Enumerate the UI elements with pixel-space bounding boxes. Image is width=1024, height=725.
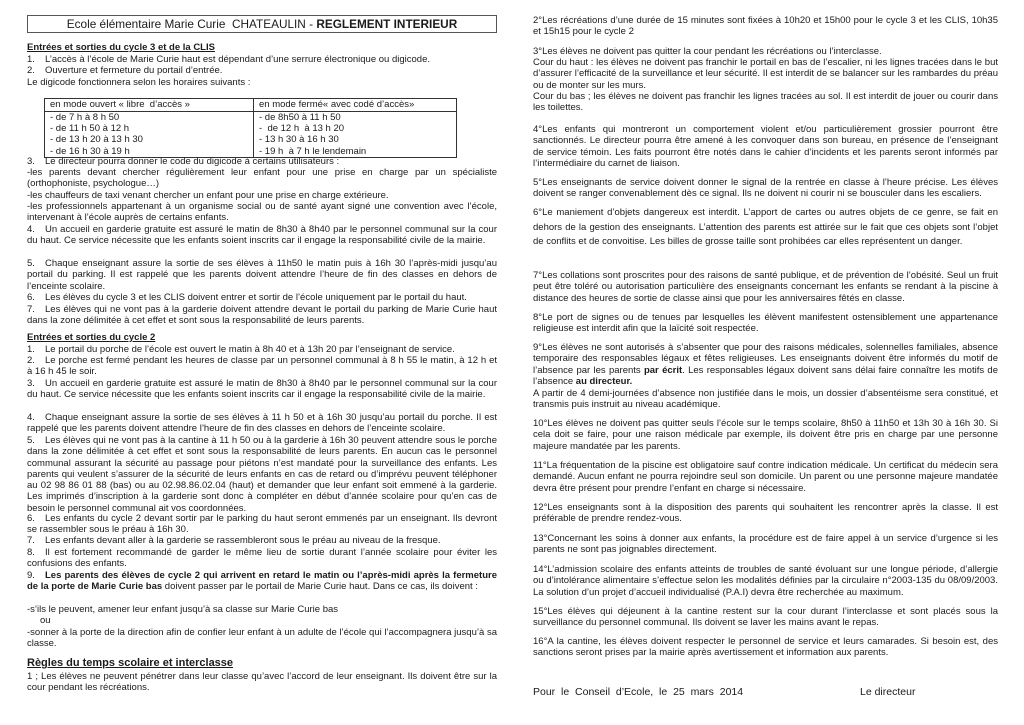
section-heading-cycle3: Entrées et sorties du cycle 3 et de la CLIS [27, 42, 215, 53]
item-number: 8. [27, 547, 35, 558]
table-row [45, 134, 457, 145]
cycle2-item-2 [27, 355, 497, 378]
item-number: 2. [27, 65, 35, 76]
table-row [45, 111, 457, 123]
item-text: Les enfants devant aller à la garderie se rassembleront sous le préau au niveau de la fresque. [45, 535, 441, 546]
item-bold-text: Les parents des élèves de cycle 2 qui arrivent en retard le matin ou l’après-midi après la fermeture de la porte de Marie Curie bas [27, 570, 497, 593]
title-bold-text: REGLEMENT INTERIEUR [316, 17, 458, 31]
cycle2-item-3 [27, 378, 497, 401]
cycle3-item-4 [27, 224, 497, 247]
cycle3-item-3 [27, 156, 497, 167]
cycle2-item-8 [27, 547, 497, 570]
table-cell-open: - de 11 h 50 à 12 h [45, 123, 254, 134]
cycle2-item-9 [27, 570, 497, 593]
cycle2-item-7 [27, 535, 497, 546]
table-cell-closed: - 13 h 30 à 16 h 30 [254, 134, 457, 145]
item-number: 4. [27, 224, 35, 235]
table-row [45, 123, 457, 134]
item-text: Le portail du porche de l’école est ouvert le matin à 8h 40 et à 13h 20 par l’enseignant de service. [45, 344, 455, 355]
rule-bold-text: au directeur. [575, 376, 633, 388]
rule-10: 10°Les élèves ne doivent pas quitter seuls l’école sur le temps scolaire, 8h50 à 11h50 et 13h 30 à 16h 30. Si cela doit se faire, pour une raison médicale par exemple, ils doivent être pris en charge par une personne majeure mandatée par les parents. [533, 418, 998, 452]
item-number: 6. [27, 513, 35, 524]
rule-8: 8°Le port de signes ou de tenues par lesquelles les élèvent manifestent ostensiblement une appartenance religieuse est interdit afin que la laïcité soit respectée. [533, 312, 998, 335]
document-title [27, 15, 497, 33]
rule-9 [533, 342, 998, 388]
table-cell-closed: - 19 h à 7 h le lendemain [254, 146, 457, 158]
rule-13: 13°Concernant les soins à donner aux enfants, la procédure est de faire appel à un service d’urgence si les parents ne sont pas joignables directement. [533, 533, 998, 556]
item-text: Les enfants du cycle 2 devant sortir par le parking du haut seront emmenés par un enseignant. Ils devront se rassembler sous le préau à 16h 30. [27, 513, 497, 536]
item-text: doivent passer par le portail de Marie Curie haut. Dans ce cas, ils doivent : [162, 581, 478, 593]
rule-2: 2°Les récréations d’une durée de 15 minutes sont fixées à 10h20 et 15h00 pour le cycle 3 et les CLIS, 10h35 et 15h15 pour le cycle 2 [533, 15, 998, 38]
signatory: Le directeur [860, 686, 916, 698]
rule-16: 16°A la cantine, les élèves doivent respecter le personnel de service et leurs camarades. Si besoin est, des sanctions seront prises par la mairie après avertissement et information aux parents. [533, 636, 998, 659]
item-text: Les élèves qui ne vont pas à la garderie doivent attendre devant le portail du parking de Marie Curie haut dans la zone délimitée à cet effet et sont sous la responsabilité de leurs parents. [27, 304, 497, 327]
item-text: Un accueil en garderie gratuite est assuré le matin de 8h30 à 8h40 par le personnel communal sur la cour du haut. Ce service nécessite que les enfants soient inscrits car il engage la responsabilité civile de la mairie. [27, 378, 497, 401]
item-number: 5. [27, 258, 35, 269]
table-cell-closed: - de 8h50 à 11 h 50 [254, 111, 457, 123]
item-text: Chaque enseignant assure la sortie de ses élèves à 11h50 le matin puis à 16h 30 l’après-midi jusqu’au portail du parking. Il est rappelé que les parents doivent attendre l’heure de fin des classes en dehors de l’enceinte scolaire. [27, 258, 497, 292]
cycle3-item-5 [27, 258, 497, 292]
item-number: 4. [27, 412, 35, 423]
table-cell-open: - de 7 h à 8 h 50 [45, 111, 254, 123]
rule-3-lower-yard: Cour du bas ; les élèves ne doivent pas franchir les lignes tracées au sol. Il est interdit de jouer ou courir dans les toilettes. [533, 91, 998, 114]
item-number: 7. [27, 304, 35, 315]
rule-14: 14°L’admission scolaire des enfants atteints de troubles de santé évoluant sur une longue période, d’allergie ou d’intolérance alimentaire s’effectue selon les modalités définies par la circulaire n°2003-135 du 08/09/2003. La solution d’un projet d’accueil individualisé (P.A.I) devra être recherchée au maximum. [533, 564, 998, 598]
title-text: Ecole élémentaire Marie Curie CHATEAULIN - [66, 17, 317, 31]
authorized-user-professionals: -les professionnels appartenant à un organisme social ou de santé ayant signé une convention avec l’école, intervenant à l’école auprès de certains enfants. [27, 201, 497, 224]
rule-9-absenteeism-note: A partir de 4 demi-journées d’absence non justifiée dans le mois, un dossier d’absentéisme sera constitué, et transmis puis instruit au niveau académique. [533, 388, 998, 411]
item-number: 6. [27, 292, 35, 303]
table-cell-open: - de 13 h 20 à 13 h 30 [45, 134, 254, 145]
digicode-intro: Le digicode fonctionnera selon les horaires suivants : [27, 77, 251, 88]
authorized-user-parents: -les parents devant chercher régulièrement leur enfant pour une prise en charge par un spécialiste (orthophoniste, psychologue…) [27, 167, 497, 190]
section-heading-cycle2: Entrées et sorties du cycle 2 [27, 332, 156, 343]
rule-3-upper-yard: Cour du haut : les élèves ne doivent pas franchir le portail en bas de l’escalier, ni les lignes tracées dans le but d’assurer l’efficacité de la surveillance et leur sécurité. Il est interdit de se balancer sur les rambardes du préau ou de monter sur les murs. [533, 57, 998, 91]
item-text: Il est fortement recommandé de garder le même lieu de sortie durant l’année scolaire pour éviter les confusions des enfants. [27, 547, 497, 570]
item-text: Le porche est fermé pendant les heures de classe par un personnel communal à 8 h 55 le matin, à 12 h et à 16 h 45 le soir. [27, 355, 497, 378]
item-number: 7. [27, 535, 35, 546]
late-option-2: -sonner à la porte de la direction afin de confier leur enfant à un adulte de l’école qui l’accompagnera jusqu’à sa classe. [27, 627, 497, 650]
rule-12: 12°Les enseignants sont à la disposition des parents qui souhaitent les rencontrer après la classe. Il est préférable de prendre rendez-vous. [533, 502, 998, 525]
item-number: 3. [27, 378, 35, 389]
table-header-row [45, 99, 457, 112]
section-heading-rules: Règles du temps scolaire et interclasse [27, 657, 234, 669]
item-number: 3. [27, 156, 35, 167]
rule-text: 9°Les élèves ne sont autorisés à s’absenter que pour des raisons médicales, solennelles familiales, absence temporaire des responsables légaux et fêtes religieuses. Les enseignants doivent être informés du motif de l’absence par les parents [533, 342, 998, 376]
item-number: 1. [27, 54, 35, 65]
table-cell-open: - de 16 h 30 à 19 h [45, 146, 254, 158]
rule-bold-text: par écrit [643, 364, 683, 376]
cycle2-item-6 [27, 513, 497, 536]
item-number: 1. [27, 344, 35, 355]
item-text: Les élèves qui ne vont pas à la cantine à 11 h 50 ou à la garderie à 16h 30 peuvent attendre sous le porche dans la zone délimitée à cet effet et sont sous la responsabilité de leurs parents. En aucun cas le personnel communal assurant la sécurité au passage pour piétons n’est mandaté pour la surveillance des enfants. Les parents qui veulent s’assurer de la sécurité de leurs enfants en cas de retard ou d’imprévu peuvent téléphoner au 02 98 86 01 88 (bas) ou au 02.98.86.02.04 (haut) et demander que leur enfant soit emmené à la garderie. Les imprimés d’inscription à la garderie sont donc à compléter en début d’année scolaire pour qu’en cas de besoin le personnel communal ait vos coordonnées. [27, 435, 497, 514]
item-number: 9. [27, 570, 35, 581]
rule-text: . Les responsables légaux doivent sans délai faire connaître les motifs de l’absence [533, 364, 998, 388]
digicode-schedule-table [44, 98, 457, 158]
rule-15: 15°Les élèves qui déjeunent à la cantine restent sur la cour durant l’interclasse et sont placés sous la surveillance du personnel communal. Ils doivent se laver les mains avant le repas. [533, 606, 998, 629]
table-cell-closed: - de 12 h à 13 h 20 [254, 123, 457, 134]
table-header-closed: en mode fermé« avec codé d’accès» [254, 99, 457, 112]
rule-7: 7°Les collations sont proscrites pour des raisons de santé publique, et de prévention de l’obésité. Seul un fruit peut être toléré ou autorisation particulière des enseignants concernant les enfants se rendant à la piscine à distance des heures de sortie de classe ainsi que pour les anniversaires fêtés en classe. [533, 270, 998, 304]
item-text: L’accès à l’école de Marie Curie haut est dépendant d’une serrure électronique ou digicode. [45, 54, 430, 65]
cycle2-item-4 [27, 412, 497, 435]
cycle3-item-1 [27, 54, 497, 65]
cycle3-item-2 [27, 65, 497, 76]
rule-3: 3°Les élèves ne doivent pas quitter la cour pendant les récréations ou l’interclasse. [533, 46, 882, 57]
item-text: Un accueil en garderie gratuite est assuré le matin de 8h30 à 8h40 par le personnel communal sur la cour du haut. Ce service nécessite que les enfants soient inscrits car il engage la responsabilité civile de la mairie. [27, 224, 497, 247]
cycle3-item-7 [27, 304, 497, 327]
signature-line: Pour le Conseil d’Ecole, le 25 mars 2014 [533, 686, 744, 698]
rule-4: 4°Les enfants qui montreront un comportement violent et/ou particulièrement grossier pourront être sanctionnés. Le directeur pourra être amené à les convoquer dans son bureau, en présence de l’enseignant de service témoin. Les faits pourront être notés dans le cahier d’incidents et les parents seront informés par l’intermédiaire du carnet de liaison. [533, 124, 998, 170]
cycle2-item-1 [27, 344, 497, 355]
authorized-user-taxi: -les chauffeurs de taxi venant chercher un enfant pour une prise en charge extérieure. [27, 190, 389, 201]
cycle3-item-6 [27, 292, 497, 303]
rule-1: 1 ; Les élèves ne peuvent pénétrer dans leur classe qu’avec l’accord de leur enseignant. Ils doivent être sur la cour pendant les récréations. [27, 671, 497, 694]
item-number: 2. [27, 355, 35, 366]
late-option-1: -s’ils le peuvent, amener leur enfant jusqu’à sa classe sur Marie Curie bas [27, 604, 339, 615]
item-text: Les élèves du cycle 3 et les CLIS doivent entrer et sortir de l’école uniquement par le portail du haut. [45, 292, 467, 303]
item-text: Chaque enseignant assure la sortie de ses élèves à 11 h 50 et à 16h 30 jusqu’au portail du porche. Il est rappelé que les parents doivent attendre l’heure de fin des classes en dehors de l’enceinte scolaire. [27, 412, 497, 435]
item-number: 5. [27, 435, 35, 446]
rule-5: 5°Les enseignants de service doivent donner le signal de la rentrée en classe à l’heure précise. Les élèves doivent se ranger convenablement dès ce signal. Ils ne doivent ni courir ni se bousculer dans les escaliers. [533, 177, 998, 200]
item-text: Ouverture et fermeture du portail d’entrée. [45, 65, 223, 76]
cycle2-item-5 [27, 435, 497, 514]
item-text: Le directeur pourra donner le code du digicode à certains utilisateurs : [45, 156, 340, 167]
rule-6: 6°Le maniement d’objets dangereux est interdit. L’apport de cartes ou autres objets de ce genre, se fait en dehors de la gestion des enseignants. L’attention des parents est attirée sur le fait que ces objets sont l’objet de conflits et de convoitise. Les billes de grosse taille sont prohibées car elles représentent un danger. [533, 207, 998, 247]
rule-11: 11°La fréquentation de la piscine est obligatoire sauf contre indication médicale. Un certificat du médecin sera demandé. Aucun enfant ne pourra rejoindre seul son domicile. Un parent ou une personne majeure mandatée devra être présent pour prendre l’enfant en charge si nécessaire. [533, 460, 998, 494]
late-option-or: ou [40, 615, 51, 626]
table-header-open: en mode ouvert « libre d’accès » [45, 99, 254, 112]
